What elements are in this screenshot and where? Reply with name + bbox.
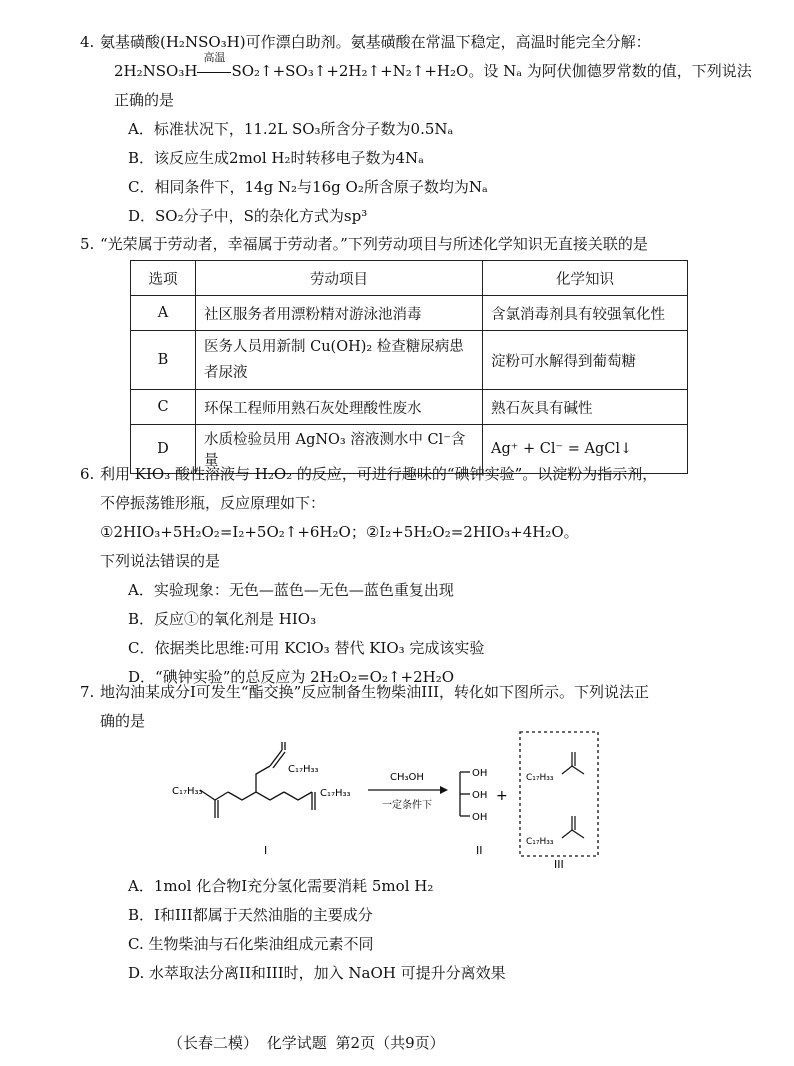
table-header-row — [131, 261, 688, 296]
table-header: 劳动项目 — [196, 261, 483, 296]
option-d: D. 水萃取法分离II和III时，加入 NaOH 可提升分离效果 — [128, 964, 506, 982]
reagent-label: CH₃OH — [390, 772, 424, 783]
question-5 — [80, 230, 700, 259]
answer-table — [130, 260, 688, 474]
glycerol-structure — [460, 772, 470, 816]
question-stem: “光荣属于劳动者，幸福属于劳动者。”下列劳动项目与所述化学知识无直接关联的是 — [100, 235, 648, 253]
chain-label: C₁₇H₃₃ — [526, 837, 554, 847]
arrowhead-icon — [440, 786, 448, 794]
option-c: C．相同条件下，14g N₂与16g O₂所含原子数均为Nₐ — [128, 178, 488, 196]
option-c: C. 生物柴油与石化柴油组成元素不同 — [128, 935, 374, 953]
table-row: C 环保工程师用熟石灰处理酸性废水 熟石灰具有碱性 — [131, 390, 688, 425]
reaction-scheme — [170, 730, 600, 870]
question-7-options — [100, 872, 700, 988]
question-number: 5. — [80, 235, 95, 253]
option-a: A．1mol 化合物I充分氢化需要消耗 5mol H₂ — [128, 877, 434, 895]
compound-label-iii: III — [554, 858, 564, 870]
option-a: A．实验现象：无色—蓝色—无色—蓝色重复出现 — [128, 581, 454, 599]
table-row: B 医务人员用新制 Cu(OH)₂ 检查糖尿病患者尿液 淀粉可水解得到葡萄糖 — [131, 331, 688, 390]
table-header: 化学知识 — [483, 261, 688, 296]
option-a: A．标准状况下，11.2L SO₃所含分子数为0.5Nₐ — [128, 120, 454, 138]
option-b: B．该反应生成2mol H₂时转移电子数为4Nₐ — [128, 149, 424, 167]
option-b: B．反应①的氧化剂是 HIO₃ — [128, 610, 317, 628]
option-d: D．SO₂分子中，S的杂化方式为sp³ — [128, 207, 368, 225]
compound-label-i: I — [264, 844, 268, 857]
question-stem: 利用 KIO₃ 酸性溶液与 H₂O₂ 的反应，可进行趣味的“碘钟实验”。以淀粉为指示剂， — [100, 465, 658, 483]
condition-label: 一定条件下 — [382, 800, 432, 811]
question-stem: 氨基磺酸(H₂NSO₃H)可作漂白助剂。氨基磺酸在常温下稳定，高温时能完全分解： — [100, 33, 651, 51]
page-footer: （长春二模） 化学试题 第2页（共9页） — [168, 1034, 445, 1052]
compound-iii-structure — [562, 752, 584, 838]
reaction-equations: ①2HIO₃+5H₂O₂=I₂+5O₂↑+6H₂O；②I₂+5H₂O₂=2HIO₃+4H₂O。 — [100, 523, 579, 541]
compound-label-ii: II — [476, 844, 483, 857]
plus-sign: + — [496, 788, 508, 804]
hydroxyl-label: OH — [472, 790, 488, 801]
hydroxyl-label: OH — [472, 812, 488, 823]
question-7: 7. 地沟油某成分I可发生“酯交换”反应制备生物柴油III，转化如下图所示。下列说法正 确的是 — [100, 678, 700, 736]
question-stem: 地沟油某成分I可发生“酯交换”反应制备生物柴油III，转化如下图所示。下列说法正 — [100, 683, 650, 701]
chain-label: C₁₇H₃₃ — [172, 786, 203, 797]
option-b: B．I和III都属于天然油脂的主要成分 — [128, 906, 373, 924]
chain-label: C₁₇H₃₃ — [288, 764, 319, 775]
table-header: 选项 — [131, 261, 196, 296]
question-number: 7. — [80, 683, 95, 701]
hydroxyl-label: OH — [472, 768, 488, 779]
reaction-equation: 2H₂NSO₃H 高温 SO₂↑+SO₃↑+2H₂↑+N₂↑+H₂O。设 Nₐ 为阿伏伽德罗常数的值，下列说法 — [100, 57, 700, 86]
option-d: D．“碘钟实验”的总反应为 2H₂O₂=O₂↑+2H₂O — [128, 668, 455, 686]
reaction-condition: 高温 — [203, 51, 226, 64]
question-6: 6. 利用 KIO₃ 酸性溶液与 H₂O₂ 的反应，可进行趣味的“碘钟实验”。以淀粉为指示剂， 不停振荡锥形瓶，反应原理如下： ①2HIO₃+5H₂O₂=I₂+5O₂↑+6H₂O；②I₂+5H₂O₂=2HIO₃+4H₂O。 下列说法错误的是 A．实验现象：无色—蓝色—无色—蓝色重复出现 B．反应①的氧化剂是 HIO₃ C．依据类比思维:可用 KClO₃ 替代 KIO₃ 完成该实验 D．“碘钟实验”的总反应为 2H₂O₂=O₂↑+2H₂O — [100, 460, 700, 692]
table-row: D 水质检验员用 AgNO₃ 溶液测水中 Cl⁻含量 Ag⁺ + Cl⁻ = AgCl↓ — [131, 425, 688, 474]
chain-label: C₁₇H₃₃ — [526, 773, 554, 783]
question-number: 4. — [80, 33, 95, 51]
question-number: 6. — [80, 465, 95, 483]
table-row: A 社区服务者用漂粉精对游泳池消毒 含氯消毒剂具有较强氧化性 — [131, 296, 688, 331]
compound-i-structure — [200, 742, 315, 818]
option-c: C．依据类比思维:可用 KClO₃ 替代 KIO₃ 完成该实验 — [128, 639, 485, 657]
chain-label: C₁₇H₃₃ — [320, 788, 351, 799]
question-4: 4. 氨基磺酸(H₂NSO₃H)可作漂白助剂。氨基磺酸在常温下稳定，高温时能完全分解： 2H₂NSO₃H 高温 SO₂↑+SO₃↑+2H₂↑+N₂↑+H₂O。设 Nₐ 为阿伏伽德罗常数的值，下列说法 正确的是 A．标准状况下，11.2L SO₃所含分子数为0.5Nₐ B．该反应生成2mol H₂时转移电子数为4Nₐ C．相同条件下，14g N₂与16g O₂所含原子数均为Nₐ D．SO₂分子中，S的杂化方式为sp³ — [100, 28, 700, 231]
